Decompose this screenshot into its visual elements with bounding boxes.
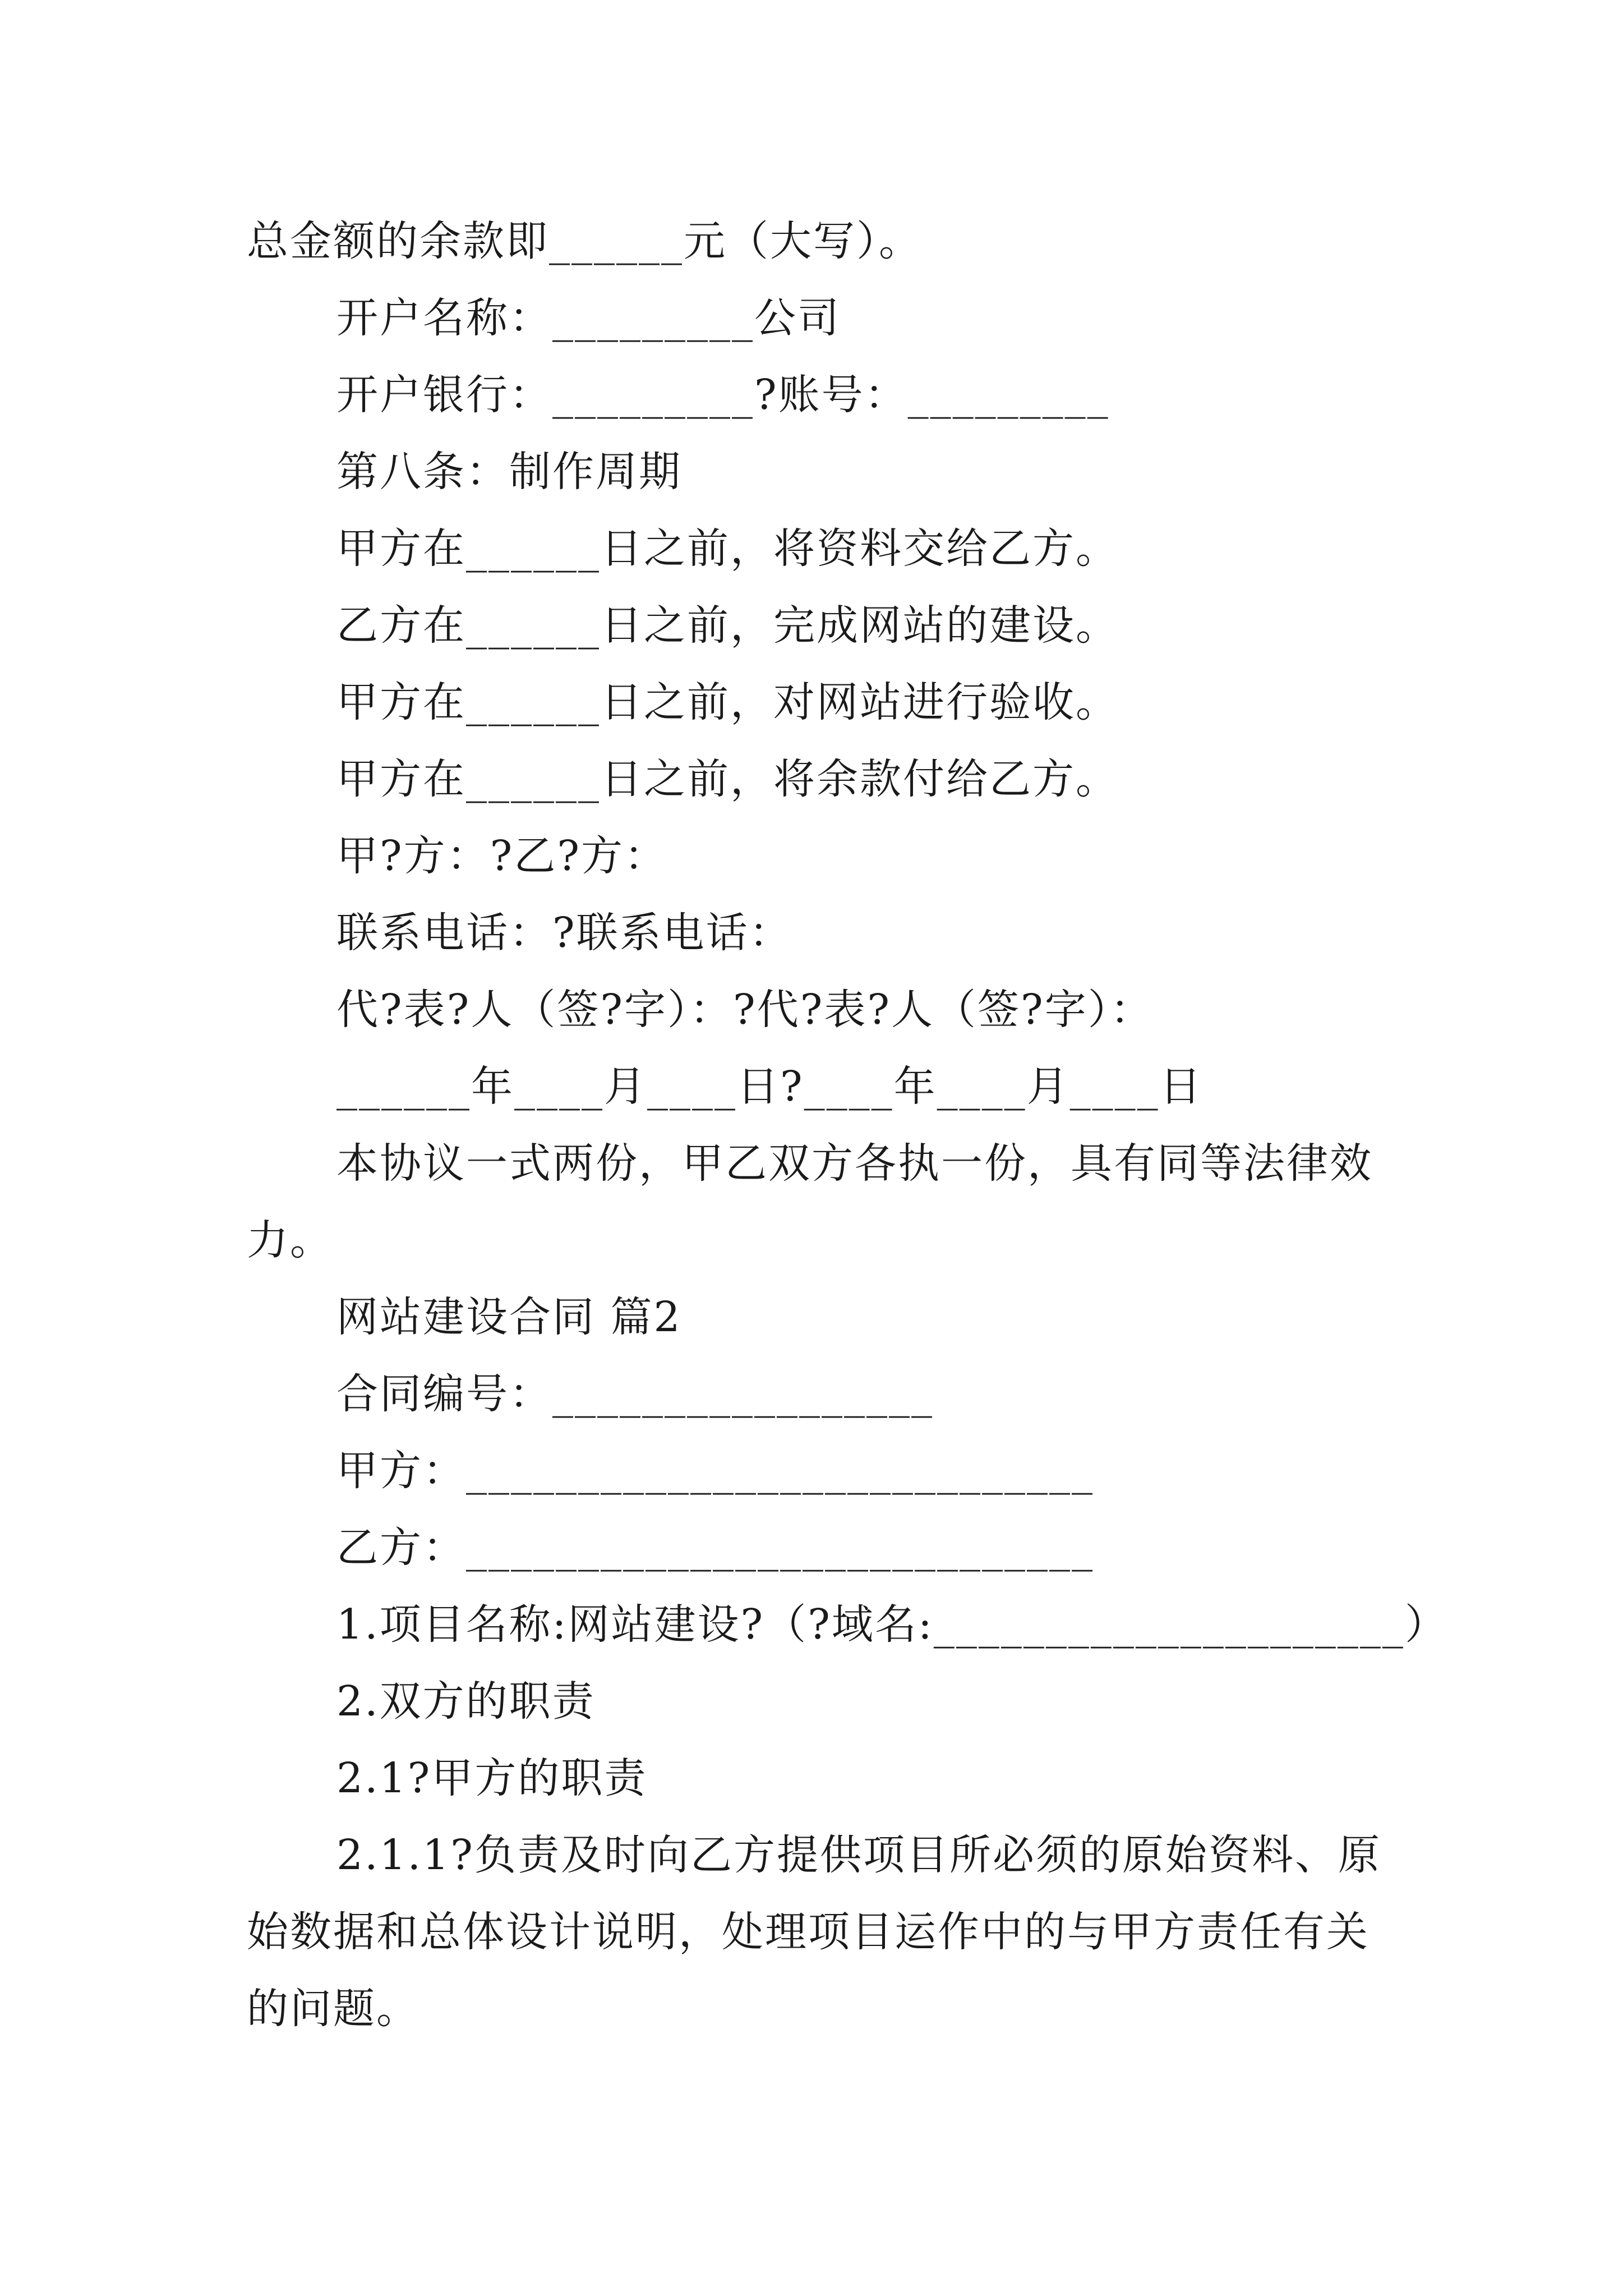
- section-heading: 2.1?甲方的职责: [336, 1754, 648, 1802]
- signature-line: 甲?方：?乙?方：: [336, 832, 668, 880]
- section-heading: 2.双方的职责: [336, 1677, 596, 1726]
- paragraph-line: 的问题。: [247, 1985, 419, 2033]
- paragraph-line: 总金额的余款即______元（大写）。: [247, 217, 922, 265]
- paragraph-line: 本协议一式两份，甲乙双方各执一份，具有同等法律效: [336, 1139, 1373, 1188]
- signature-line: 联系电话：?联系电话：: [336, 909, 792, 957]
- paragraph-line: 开户名称：_________公司: [336, 294, 841, 342]
- paragraph-line: 力。: [247, 1216, 333, 1264]
- paragraph-line: 甲方在______日之前，将余款付给乙方。: [336, 755, 1119, 803]
- paragraph-line: 甲方在______日之前，对网站进行验收。: [336, 678, 1119, 726]
- date-line: ______年____月____日?____年____月____日: [336, 1062, 1203, 1111]
- paragraph-line: 始数据和总体设计说明，处理项目运作中的与甲方责任有关: [247, 1908, 1370, 1956]
- paragraph-line: 开户银行：_________?账号：_________: [336, 371, 1110, 419]
- paragraph-line: 2.1.1?负责及时向乙方提供项目所必须的原始资料、原: [336, 1831, 1381, 1879]
- paragraph-line: 甲方在______日之前，将资料交给乙方。: [336, 524, 1119, 573]
- paragraph-line: 甲方：____________________________: [336, 1447, 1094, 1495]
- section-heading: 第八条：制作周期: [336, 448, 682, 496]
- paragraph-line: 合同编号：_________________: [336, 1370, 934, 1418]
- paragraph-line: 1.项目名称:网站建设?（?域名:_____________________）: [336, 1600, 1448, 1649]
- paragraph-line: 乙方在______日之前，完成网站的建设。: [336, 601, 1119, 650]
- contract-title: 网站建设合同 篇2: [336, 1293, 682, 1341]
- paragraph-line: 乙方：____________________________: [336, 1524, 1094, 1572]
- signature-line: 代?表?人（签?字）：?代?表?人（签?字）：: [336, 986, 1154, 1034]
